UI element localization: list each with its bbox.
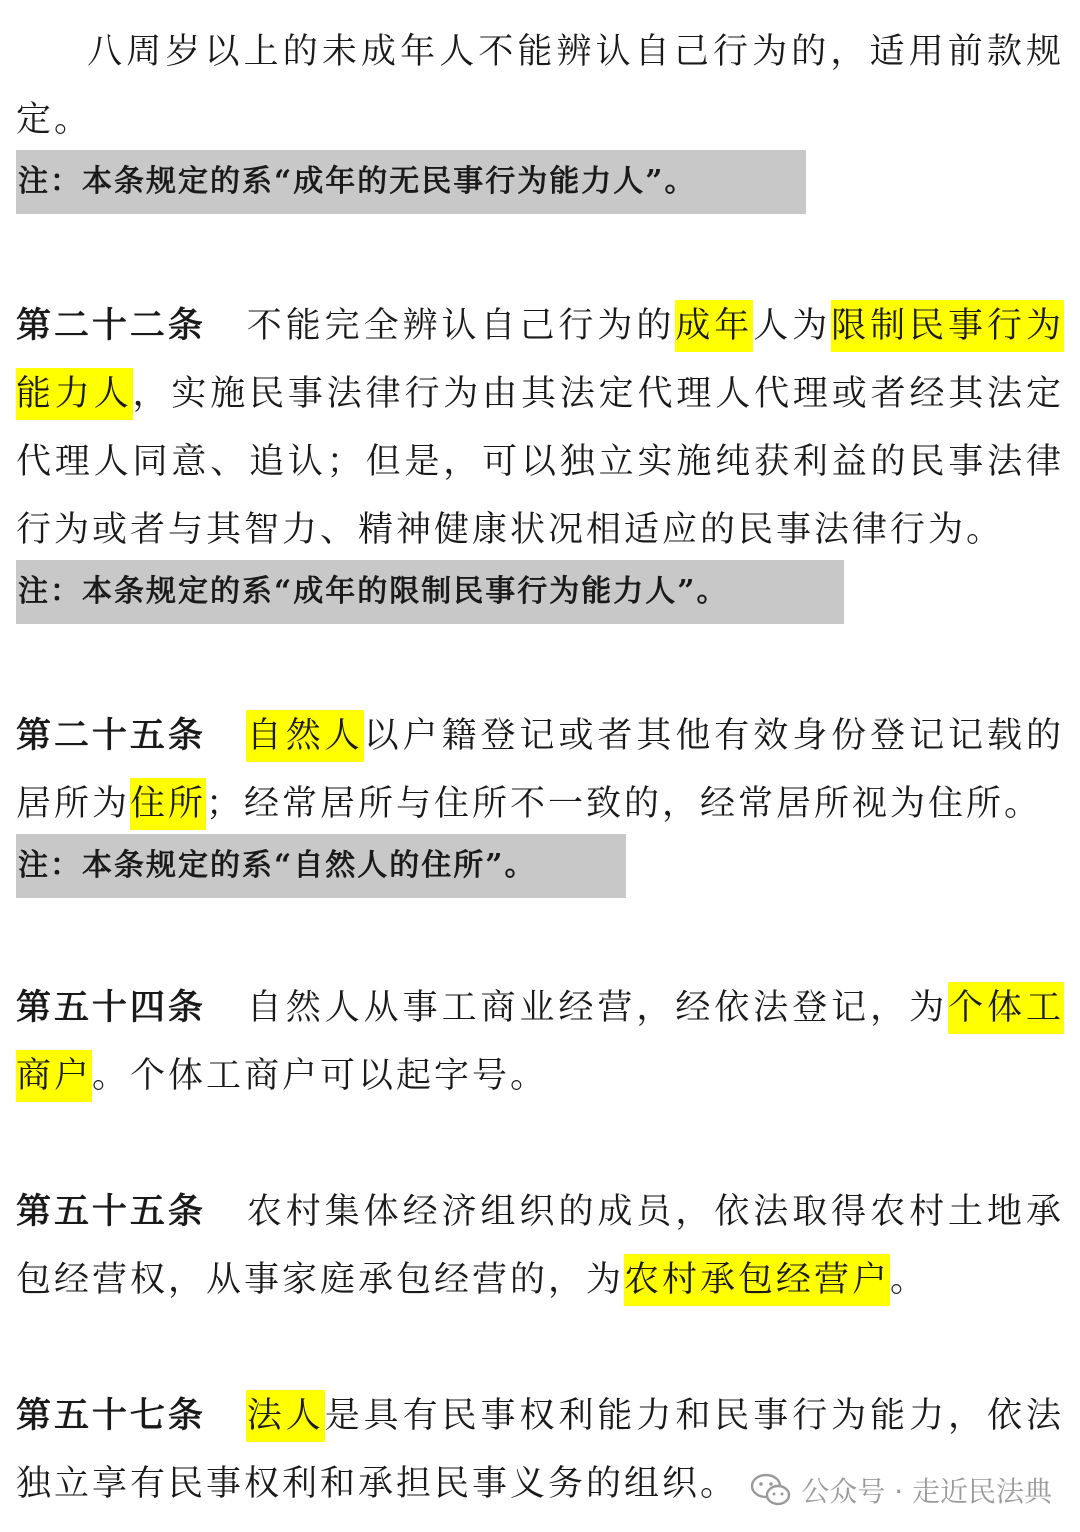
art55-highlight-rural-household: 农村承包经营户 (624, 1254, 890, 1306)
art25-note: 注：本条规定的系“自然人的住所”。 (16, 834, 626, 898)
art25-number: 第二十五条 (16, 715, 206, 756)
art25-line-1: 第二十五条 自然人以户籍登记或者其他有效身份登记记载的 (16, 702, 1064, 770)
art55-line-2: 包经营权，从事家庭承包经营的，为农村承包经营户。 (16, 1246, 928, 1314)
art55-number: 第五十五条 (16, 1191, 206, 1232)
art22-highlight-capacity: 能力人 (16, 368, 133, 420)
art22-highlight-limited: 限制民事行为 (831, 300, 1064, 352)
art57-line-1: 第五十七条 法人是具有民事权利能力和民事行为能力，依法 (16, 1382, 1064, 1450)
art25-line-2: 居所为住所；经常居所与住所不一致的，经常居所视为住所。 (16, 770, 1042, 838)
watermark-text: 公众号 · 走近民法典 (801, 1475, 1052, 1508)
art22-highlight-adult: 成年 (675, 300, 753, 352)
art22-line-2: 能力人，实施民事法律行为由其法定代理人代理或者经其法定 (16, 360, 1064, 428)
art54-number: 第五十四条 (16, 987, 206, 1028)
intro-line-1: 八周岁以上的未成年人不能辨认自己行为的，适用前款规 (86, 32, 1064, 72)
wechat-icon (749, 1472, 793, 1508)
art54-highlight-business: 个体工 (948, 982, 1064, 1034)
intro-line-2: 定。 (16, 100, 93, 140)
art54-highlight-household: 商户 (16, 1050, 92, 1102)
art57-line-2: 独立享有民事权利和承担民事义务的组织。 (16, 1464, 739, 1504)
art22-line-1: 第二十二条 不能完全辨认自己行为的成年人为限制民事行为 (16, 292, 1064, 360)
art54-line-2: 商户。个体工商户可以起字号。 (16, 1042, 548, 1110)
art22-line-3: 代理人同意、追认；但是，可以独立实施纯获利益的民事法律 (16, 442, 1064, 482)
art25-highlight-domicile: 住所 (130, 778, 206, 830)
art22-number: 第二十二条 (16, 305, 206, 346)
watermark (749, 1470, 1052, 1510)
intro-note: 注：本条规定的系“成年的无民事行为能力人”。 (16, 150, 806, 214)
art25-highlight-natural-person: 自然人 (246, 710, 364, 762)
art57-highlight-legal-person: 法人 (246, 1390, 325, 1442)
art57-number: 第五十七条 (16, 1395, 206, 1436)
art54-line-1: 第五十四条 自然人从事工商业经营，经依法登记，为个体工 (16, 974, 1064, 1042)
art55-line-1: 第五十五条 农村集体经济组织的成员，依法取得农村土地承 (16, 1191, 1064, 1232)
art22-line-4: 行为或者与其智力、精神健康状况相适应的民事法律行为。 (16, 510, 1005, 550)
art22-note: 注：本条规定的系“成年的限制民事行为能力人”。 (16, 560, 844, 624)
